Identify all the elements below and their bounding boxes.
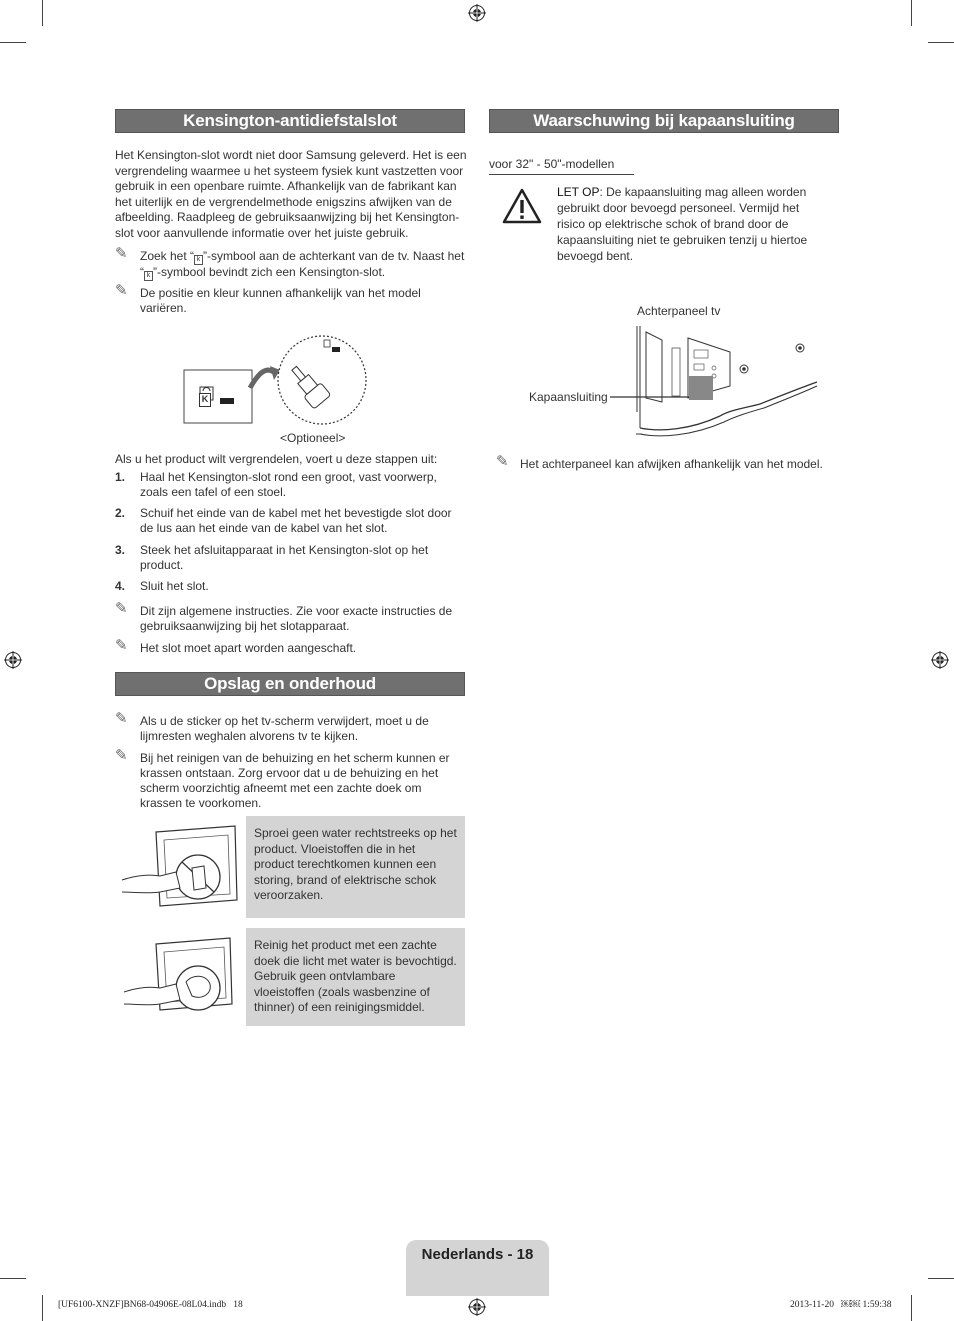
earthing-caution xyxy=(557,184,809,264)
step-text: Haal het Kensington-slot rond een groot, vast voorwerp, zoals een tafel of een stoel. xyxy=(140,470,437,499)
note-text: ”-symbool bevindt zich een Kensington-slot. xyxy=(153,265,386,279)
step-number: 3. xyxy=(115,543,126,557)
page-number-label: Nederlands - 18 xyxy=(421,1246,534,1263)
pencil-note-icon: ✎ xyxy=(115,600,128,617)
caution-text: : De kapaansluiting mag alleen worden gebruikt door bevoegd personeel. Vermijd het risico op elektrische schok of brand door de kapaansluiting niet te gebruiken tenzij u hiertoe bevoegd bent. xyxy=(557,185,808,263)
note-text: ”-symbool aan de achterkant van de tv. Naast het “ xyxy=(140,249,465,279)
crop-mark xyxy=(928,42,954,43)
section-heading-earthing: Waarschuwing bij kapaansluiting xyxy=(489,109,839,133)
storage-note-1: Als u de sticker op het tv-scherm verwijdert, moet u de lijmresten weghalen alvorens tv te kijken. xyxy=(140,714,429,743)
pencil-note-icon: ✎ xyxy=(115,747,128,764)
cloth-cleaning-box: Reinig het product met een zachte doek die licht met water is bevochtigd. Gebruik geen ontvlambare vloeistoffen (zoals wasbenzine of thinner) of een reinigingsmiddel. xyxy=(246,928,465,1026)
kensington-illustration xyxy=(180,330,380,430)
file-info: [UF6100-XNZF]BN68-04906E-08L04.indb 18 xyxy=(58,1300,243,1310)
optional-caption: <Optioneel> xyxy=(280,431,346,445)
section-heading-storage: Opslag en onderhoud xyxy=(115,672,465,696)
registration-mark-icon xyxy=(4,651,22,669)
earthing-note: Het achterpaneel kan afwijken afhankelijk van het model. xyxy=(520,457,823,471)
kensington-lock-icon: k xyxy=(144,271,153,281)
pencil-note-icon: ✎ xyxy=(496,453,509,470)
step-number: 1. xyxy=(115,470,126,484)
registration-mark-icon xyxy=(468,1298,486,1316)
pencil-note-icon: ✎ xyxy=(115,245,128,262)
label-connector: Kapaansluiting xyxy=(529,390,608,404)
tv-back-panel-diagram xyxy=(600,320,822,440)
crop-mark xyxy=(42,1295,43,1321)
registration-mark-icon xyxy=(931,651,949,669)
step-text: Schuif het einde van de kabel met het bevestigde slot door de lus aan het einde van de kabel van het slot. xyxy=(140,506,452,535)
earthing-subtitle: voor 32" - 50"-modellen xyxy=(489,157,615,171)
step-number: 4. xyxy=(115,579,126,593)
crop-mark xyxy=(42,0,43,26)
crop-mark xyxy=(0,42,26,43)
kensington-lock-icon: k xyxy=(194,255,203,265)
caution-label: LET OP xyxy=(557,185,600,199)
kensington-note-2: De positie en kleur kunnen afhankelijk van het model variëren. xyxy=(140,286,421,315)
kensington-note-4: Het slot moet apart worden aangeschaft. xyxy=(140,641,357,655)
step-text: Sluit het slot. xyxy=(140,579,209,593)
pencil-note-icon: ✎ xyxy=(115,282,128,299)
steps-intro: Als u het product wilt vergrendelen, voert u deze stappen uit: xyxy=(115,452,438,466)
warning-triangle-icon xyxy=(501,187,543,225)
kensington-intro: Het Kensington-slot wordt niet door Samsung geleverd. Het is een vergrendeling waarmee u het systeem fysiek kunt vastzetten voor gebruik in een openbare ruimte. Afhankelijk van de fabrikant kan het uiterlijk en de vergrendelmethode enigszins afwijken van de afbeelding. Raadpleeg de gebruiksaanwijzing bij het Kensington-slot voor aanvullende informatie over het juiste gebruik. xyxy=(115,148,467,240)
subtitle-underline xyxy=(489,174,634,175)
kensington-k-label: K xyxy=(199,393,211,407)
crop-mark xyxy=(911,0,912,26)
step-number: 2. xyxy=(115,506,126,520)
kensington-note-3: Dit zijn algemene instructies. Zie voor exacte instructies de gebruiksaanwijzing bij het slotapparaat. xyxy=(140,604,453,633)
pencil-note-icon: ✎ xyxy=(115,637,128,654)
section-heading-kensington: Kensington-antidiefstalslot xyxy=(115,109,465,133)
date-info: 2013-11-20 ￼￼ 1:59:38 xyxy=(790,1300,892,1310)
kensington-note-1 xyxy=(140,249,465,281)
pencil-note-icon: ✎ xyxy=(115,710,128,727)
note-text: Zoek het “ xyxy=(140,249,195,263)
crop-mark xyxy=(928,1278,954,1279)
crop-mark xyxy=(0,1278,26,1279)
storage-note-2: Bij het reinigen van de behuizing en het scherm kunnen er krassen ontstaan. Zorg ervoor dat u de behuizing en het scherm voorzichtig afneemt met een zachte doek om krassen te voorkomen. xyxy=(140,751,450,810)
registration-mark-icon xyxy=(468,4,486,22)
step-text: Steek het afsluitapparaat in het Kensington-slot op het product. xyxy=(140,543,429,572)
label-backpanel: Achterpaneel tv xyxy=(637,304,721,318)
spray-warning-illustration xyxy=(120,822,242,912)
cloth-cleaning-illustration xyxy=(122,932,244,1020)
crop-mark xyxy=(911,1295,912,1321)
spray-warning-box: Sproei geen water rechtstreeks op het product. Vloeistoffen die in het product terechtkomen kunnen een storing, brand of elektrische schok veroorzaken. xyxy=(246,816,465,918)
